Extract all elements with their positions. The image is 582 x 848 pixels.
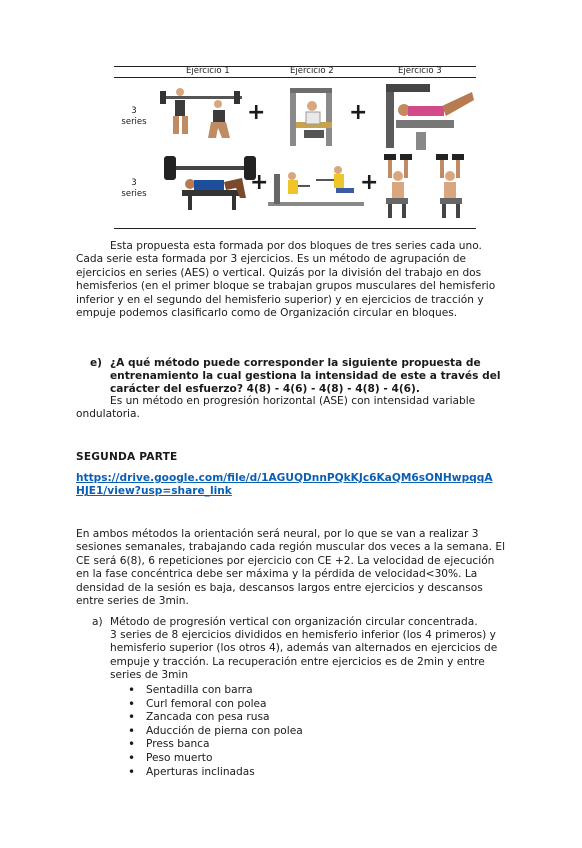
exercise-list xyxy=(128,684,303,779)
list-item: • Aperturas inclinadas xyxy=(128,766,303,780)
question-text: ¿A qué método puede corresponder la siguiente propuesta de entrenamiento la cual gestiona la intensidad de este a través del carácter del esfuerzo? 4(8) - 4(6) - 4(8) - 4(8) - 4(6). xyxy=(110,357,501,395)
list-item: • Curl femoral con polea xyxy=(128,698,303,712)
question-e-answer: Es un método en progresión horizontal (ASE) con intensidad variable ondulatoria. xyxy=(76,395,476,421)
plus-sign: + xyxy=(250,170,269,195)
list-item: • Zancada con pesa rusa xyxy=(128,711,303,725)
figure-bottom-rule xyxy=(114,228,476,229)
row-label-2: 3 series xyxy=(121,178,147,199)
leg-curl-illustration xyxy=(282,82,346,150)
section-heading: SEGUNDA PARTE xyxy=(76,451,178,463)
seated-row-illustration xyxy=(266,160,366,218)
shoulder-press-illustration xyxy=(376,150,474,222)
figure-explanation-paragraph: Esta propuesta esta formada por dos bloques de tres series cada uno. Cada serie esta formada por 3 ejercicios. Es un método de agrupación de ejercicios en series (AES) o vertical. Quizás por la división del trabajo en dos hemisferios (en el primer bloque se trabajan grupos musculares del hemisferio inferior y en el segundo del hemisferio superior) y en ejercicios de tracción y empuje podemos clasificarlo como de Organización circular en bloques. xyxy=(76,240,496,320)
list-item: • Press banca xyxy=(128,738,303,752)
item-a xyxy=(92,616,512,684)
drive-link[interactable]: https://drive.google.com/file/d/1AGUQDnnPQkKJc6KaQM6sONHwpqqAHJE1/view?usp=share_link xyxy=(76,472,493,498)
column-header-1: Ejercicio 1 xyxy=(186,66,230,76)
list-item: • Sentadilla con barra xyxy=(128,684,303,698)
plus-sign: + xyxy=(349,100,368,125)
hip-extension-illustration xyxy=(376,80,476,154)
figure-header-rule xyxy=(114,77,476,78)
exercise-figure xyxy=(114,62,476,232)
column-header-3: Ejercicio 3 xyxy=(398,66,442,76)
row-label-1: 3 series xyxy=(121,106,147,127)
plus-sign: + xyxy=(360,170,379,195)
bench-press-illustration xyxy=(162,154,258,212)
squat-illustration xyxy=(158,88,246,144)
item-description: 3 series de 8 ejercicios divididos en hemisferio inferior (los 4 primeros) y hemisferio superior (los otros 4), además van alternados en ejercicios de empuje y tracción. La recuperación entre ejercicios es de 2min y entre series de 3min xyxy=(110,629,498,682)
column-header-2: Ejercicio 2 xyxy=(290,66,334,76)
item-letter: a) xyxy=(92,616,103,628)
item-title: Método de progresión vertical con organización circular concentrada. xyxy=(110,616,478,628)
question-letter: e) xyxy=(90,357,103,369)
list-item: • Aducción de pierna con polea xyxy=(128,725,303,739)
plus-sign: + xyxy=(247,100,266,125)
question-e xyxy=(90,357,510,397)
methods-paragraph: En ambos métodos la orientación será neural, por lo que se van a realizar 3 sesiones semanales, trabajando cada región muscular dos veces a la semana. El CE será 6(8), 6 repeticiones por ejercicio con CE +2. La velocidad de ejecución en la fase concéntrica debe ser máxima y la pérdida de velocidad<30%. La densidad de la sesión es baja, descansos largos entre ejercicios y descansos entre series de 3min. xyxy=(76,528,506,608)
list-item: • Peso muerto xyxy=(128,752,303,766)
